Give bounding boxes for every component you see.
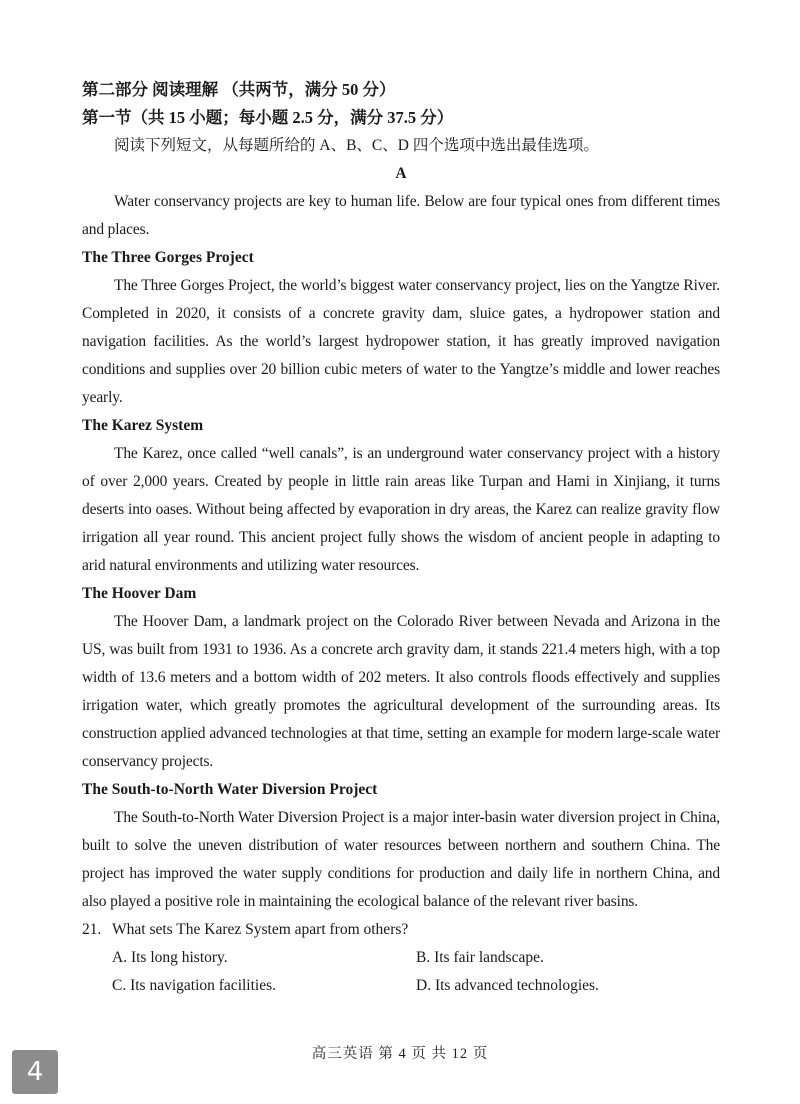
section-title: 第一节（共 15 小题；每小题 2.5 分，满分 37.5 分） xyxy=(82,108,454,127)
section-title-hoover-dam: The Hoover Dam xyxy=(82,585,197,602)
exam-page xyxy=(82,76,720,1000)
page-number-badge: 4 xyxy=(12,1050,58,1094)
section-text-three-gorges: The Three Gorges Project, the world’s biggest water conservancy project, lies on the Yangtze River. Completed in 2020, it consists of a concrete gravity dam, sluice gates, a hydropower station and navigation facilities. As the world’s largest hydropower station, it has greatly improved navigation conditions and supplies over 20 billion cubic meters of water to the Yangtze’s middle and lower reaches yearly. xyxy=(82,277,720,406)
section-text-karez: The Karez, once called “well canals”, is an underground water conservancy project with a history of over 2,000 years. Created by people in little rain areas like Turpan and Hami in Xinjiang, it turns deserts into oases. Without being affected by evaporation in dry areas, the Karez can realize gravity flow irrigation all year round. This ancient project fully shows the wisdom of ancient people in adapting to arid natural environments and utilizing water resources. xyxy=(82,445,720,574)
question-21 xyxy=(82,916,720,944)
page-footer: 高三英语 第 4 页 共 12 页 xyxy=(311,1046,489,1062)
section-text-south-to-north: The South-to-North Water Diversion Project is a major inter-basin water diversion project in China, built to solve the uneven distribution of water resources between northern and southern China. The project has improved the water supply conditions for production and daily life in northern China, and also played a positive role in maintaining the ecological balance of the relevant river basins. xyxy=(82,809,720,910)
question-text: What sets The Karez System apart from others? xyxy=(112,921,409,938)
passage-intro: Water conservancy projects are key to human life. Below are four typical ones from different times and places. xyxy=(82,193,720,238)
passage-letter: A xyxy=(395,165,407,182)
answer-options xyxy=(82,944,720,1000)
option-b[interactable]: B. Its fair landscape. xyxy=(416,949,544,966)
question-number: 21. xyxy=(82,921,102,938)
part-title: 第二部分 阅读理解 （共两节，满分 50 分） xyxy=(82,80,396,99)
section-title-three-gorges: The Three Gorges Project xyxy=(82,249,254,266)
instruction-text: 阅读下列短文，从每题所给的 A、B、C、D 四个选项中选出最佳选项。 xyxy=(114,137,599,154)
section-title-south-to-north: The South-to-North Water Diversion Project xyxy=(82,781,378,798)
section-text-hoover-dam: The Hoover Dam, a landmark project on the Colorado River between Nevada and Arizona in the US, was built from 1931 to 1936. As a concrete arch gravity dam, it stands 221.4 meters high, with a top width of 13.6 meters and a bottom width of 202 meters. It also controls floods effectively and supplies irrigation water, which greatly promotes the agricultural development of the surrounding areas. Its construction applied advanced technologies at that time, setting an example for modern large-scale water conservancy projects. xyxy=(82,613,720,770)
option-d[interactable]: D. Its advanced technologies. xyxy=(416,977,599,994)
option-a[interactable]: A. Its long history. xyxy=(112,949,228,966)
option-c[interactable]: C. Its navigation facilities. xyxy=(112,977,277,994)
section-title-karez: The Karez System xyxy=(82,417,204,434)
